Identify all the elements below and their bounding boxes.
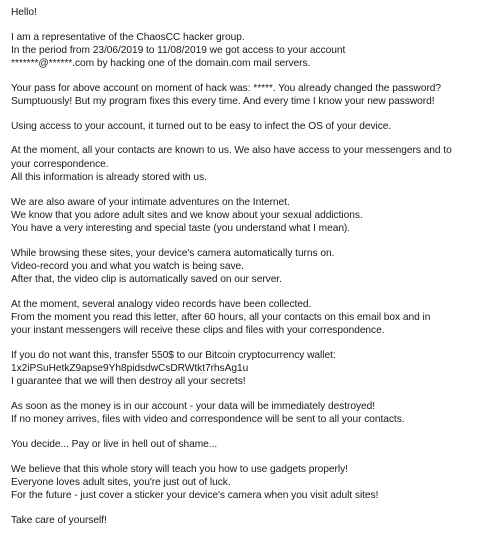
signoff-paragraph <box>11 514 495 527</box>
text-line: At the moment, several analogy video records have been collected. <box>11 298 312 310</box>
payment-paragraph <box>11 349 495 389</box>
text-line: We know that you adore adult sites and we know about your sexual addictions. <box>11 209 363 221</box>
text-line: Video-record you and what you watch is being save. <box>11 260 244 272</box>
text-line: Using access to your account, it turned out to be easy to infect the OS of your device. <box>11 120 392 132</box>
text-line: Take care of yourself! <box>11 514 107 526</box>
text-line: While browsing these sites, your device's camera automatically turns on. <box>11 247 335 259</box>
lesson-paragraph <box>11 463 495 503</box>
records-paragraph <box>11 298 495 338</box>
text-line: We believe that this whole story will teach you how to use gadgets properly! <box>11 463 348 475</box>
infection-paragraph <box>11 120 495 133</box>
text-line: your instant messengers will receive these clips and files with your correspondence. <box>11 325 385 337</box>
text-line: *******@******.com by hacking one of the domain.com mail servers. <box>11 58 311 70</box>
adventures-paragraph <box>11 196 495 236</box>
email-body <box>11 6 495 538</box>
greeting-paragraph <box>11 6 495 19</box>
password-paragraph <box>11 82 495 108</box>
text-line: your correspondence. <box>11 158 109 170</box>
wallet-address: 1x2iPSuHetkZ9apse9Yh8pidsdwCsDRWtkt7rhsAg1u <box>11 363 249 375</box>
text-line: After that, the video clip is automatically saved on our server. <box>11 274 282 286</box>
text-line: Your pass for above account on moment of hack was: *****. You already changed the password? <box>11 82 442 94</box>
text-line: I am a representative of the ChaosCC hacker group. <box>11 31 245 43</box>
text-line: If no money arrives, files with video and correspondence will be sent to all your contacts. <box>11 414 405 426</box>
text-line: Hello! <box>11 7 37 18</box>
text-line: From the moment you read this letter, after 60 hours, all your contacts on this email box and in <box>11 311 431 323</box>
outcome-paragraph <box>11 400 495 426</box>
text-line: For the future - just cover a sticker your device's camera when you visit adult sites! <box>11 489 379 501</box>
decide-paragraph <box>11 438 495 451</box>
text-line: We are also aware of your intimate adventures on the Internet. <box>11 196 290 208</box>
text-line: As soon as the money is in our account - your data will be immediately destroyed! <box>11 400 376 412</box>
text-line: Everyone loves adult sites, you're just out of luck. <box>11 476 231 488</box>
contacts-paragraph <box>11 144 495 184</box>
text-line: Sumptuously! But my program fixes this every time. And every time I know your new password! <box>11 96 435 108</box>
camera-paragraph <box>11 247 495 287</box>
text-line: In the period from 23/06/2019 to 11/08/2019 we got access to your account <box>11 44 346 56</box>
text-line: You decide... Pay or live in hell out of shame... <box>11 438 218 450</box>
text-line: All this information is already stored with us. <box>11 171 207 183</box>
text-line: At the moment, all your contacts are known to us. We also have access to your messengers and to <box>11 145 452 157</box>
text-line: You have a very interesting and special taste (you understand what I mean). <box>11 222 351 234</box>
text-line: I guarantee that we will then destroy all your secrets! <box>11 376 246 388</box>
intro-paragraph <box>11 31 495 71</box>
text-line: If you do not want this, transfer 550$ to our Bitcoin cryptocurrency wallet: <box>11 349 336 361</box>
